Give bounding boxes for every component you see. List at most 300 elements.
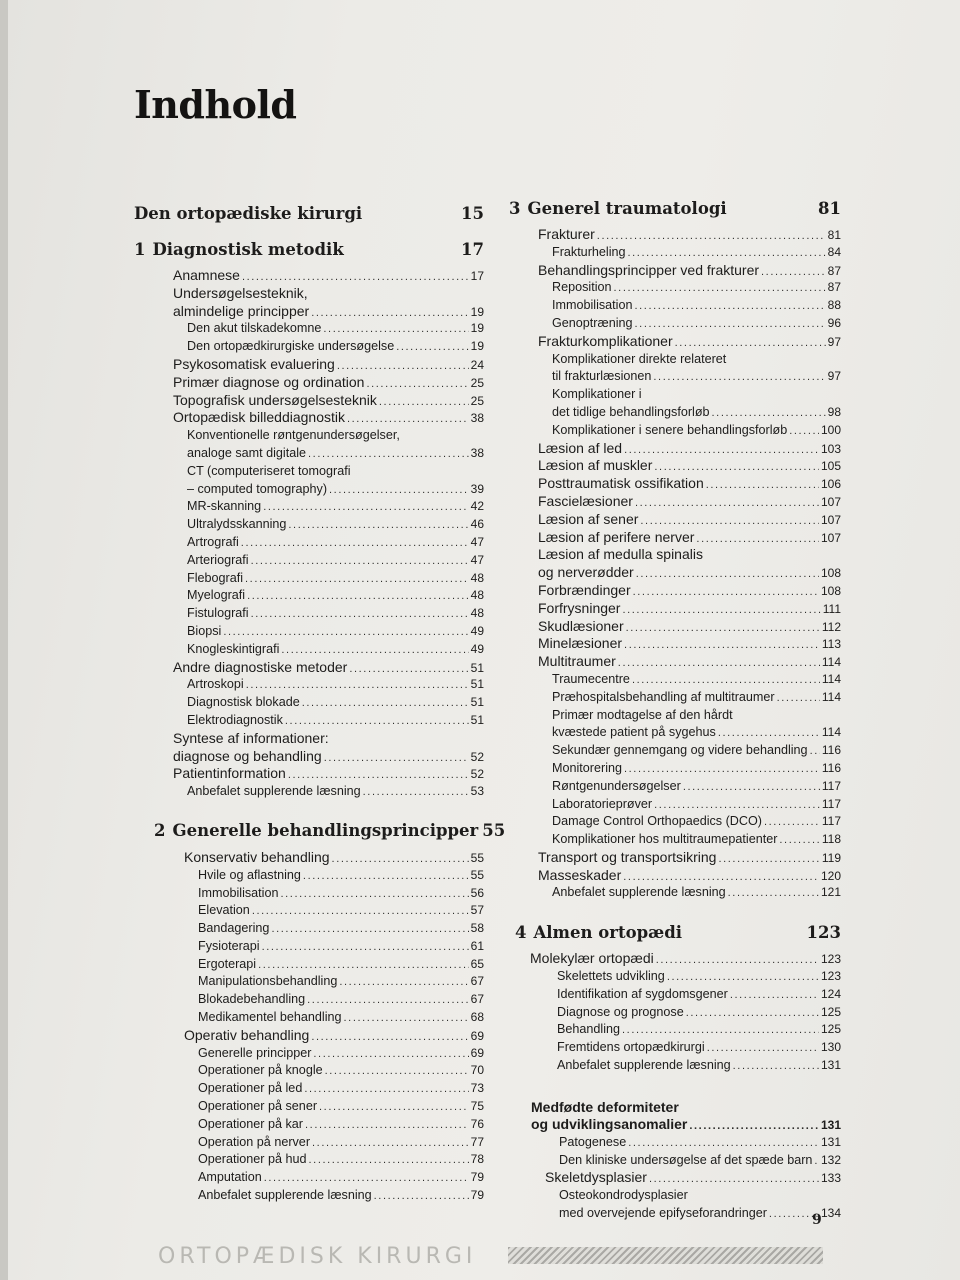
entry-title: Frakturheling <box>552 244 626 259</box>
dot-leader <box>653 369 825 387</box>
dot-leader <box>309 1152 469 1170</box>
toc-entry <box>501 404 841 422</box>
toc-entry <box>134 973 484 991</box>
dot-leader <box>628 1135 819 1153</box>
toc-entry <box>501 618 841 636</box>
toc-entry <box>134 516 484 534</box>
entry-title: almindelige principper <box>173 302 310 319</box>
entry-title: og udviklingsanomalier <box>531 1116 688 1133</box>
dot-leader <box>712 405 826 423</box>
dot-leader <box>777 690 820 708</box>
chapter-title <box>154 821 478 840</box>
dot-leader <box>632 672 820 690</box>
entry-title: Fistulografi <box>187 606 249 621</box>
toc-entry <box>501 333 841 351</box>
entry-title: Transport og transportsikring <box>538 848 717 865</box>
entry-title: Bandagering <box>198 921 270 936</box>
toc-entry <box>134 938 484 956</box>
dot-leader <box>789 423 819 441</box>
page-ref: 131 <box>820 1058 841 1073</box>
entry-title: Operation på nerver <box>198 1134 311 1149</box>
toc-entry <box>134 552 484 570</box>
toc-entry <box>134 445 484 463</box>
entry-title: Konventionelle røntgenundersøgelser, <box>187 428 400 443</box>
entry-title: Syntese af informationer: <box>173 729 329 746</box>
toc-entry <box>501 950 841 968</box>
toc-entry <box>134 427 484 445</box>
page-ref: 97 <box>827 334 841 349</box>
toc-chapter-heading <box>134 813 506 849</box>
page-ref: 108 <box>820 566 841 581</box>
page-ref: 48 <box>470 588 484 603</box>
toc-entry <box>501 351 841 369</box>
entry-title: Elevation <box>198 903 250 918</box>
toc-entry <box>501 867 841 885</box>
entry-title: Amputation <box>198 1170 262 1185</box>
entry-title: Den ortopædkirurgiske undersøgelse <box>187 339 395 354</box>
page-ref: 111 <box>822 601 841 616</box>
dot-leader <box>313 1046 468 1064</box>
entry-title: Behandlingsprincipper ved frakturer <box>538 261 760 278</box>
entry-title: Operationer på sener <box>198 1099 318 1114</box>
page-ref: 79 <box>470 1170 484 1185</box>
toc-entry <box>134 694 484 712</box>
entry-title: diagnose og behandling <box>173 747 322 764</box>
chapter-title-text: Generelle behandlingsprincipper <box>172 821 479 841</box>
toc-entry <box>501 297 841 315</box>
entry-title: Flebografi <box>187 570 244 585</box>
toc-entry <box>134 1151 484 1169</box>
toc-entry <box>134 587 484 605</box>
toc-entry <box>134 498 484 516</box>
entry-title: Komplikationer i senere behandlingsforløb <box>552 422 788 437</box>
toc-entry <box>134 374 484 392</box>
toc-entry <box>501 831 841 849</box>
dot-leader <box>667 969 819 987</box>
page-ref: 69 <box>470 1045 484 1060</box>
toc-entry <box>134 849 484 867</box>
dot-leader <box>344 1010 469 1028</box>
entry-title: Komplikationer direkte relateret <box>552 351 727 366</box>
entry-title: Behandling <box>557 1022 621 1037</box>
chapter-title-text: Generel traumatologi <box>527 198 727 218</box>
page-ref: 17 <box>461 239 484 259</box>
toc-column-left <box>134 195 506 1205</box>
toc-entry <box>501 493 841 511</box>
toc-entry <box>134 712 484 730</box>
dot-leader <box>374 1188 469 1206</box>
entry-title: Patogenese <box>559 1134 627 1149</box>
page-ref: 123 <box>806 922 841 942</box>
page-ref: 120 <box>820 868 841 883</box>
page-ref: 131 <box>820 1134 841 1149</box>
entry-title: Anbefalet supplerende læsning <box>198 1188 372 1203</box>
entry-title: Operationer på led <box>198 1081 303 1096</box>
page-ref: 75 <box>470 1099 484 1114</box>
toc-entry <box>501 279 841 297</box>
entry-title: Anbefalet supplerende læsning <box>187 784 361 799</box>
entry-title: Skudlæsioner <box>538 617 624 634</box>
entry-title: Fascielæsioner <box>538 492 633 509</box>
page-ref: 130 <box>820 1040 841 1055</box>
toc-entry <box>501 653 841 671</box>
page-ref: 51 <box>470 695 484 710</box>
dot-leader <box>728 885 819 903</box>
toc-entry <box>501 635 841 653</box>
page-ref: 117 <box>821 814 841 829</box>
page-ref: 52 <box>470 749 484 764</box>
toc-entry <box>134 463 484 481</box>
entry-title: Forbrændinger <box>538 581 631 598</box>
chapter-title-text: Almen ortopædi <box>533 922 683 942</box>
page-ref: 107 <box>820 494 841 509</box>
entry-title: analoge samt digitale <box>187 445 307 460</box>
dot-leader <box>251 606 469 624</box>
entry-title: MR-skanning <box>187 499 262 514</box>
entry-title: Fremtidens ortopædkirurgi <box>557 1040 705 1055</box>
page-ref: 73 <box>470 1081 484 1096</box>
entry-title: Elektrodiagnostik <box>187 712 283 727</box>
entry-title: Komplikationer hos multitraumepatienter <box>552 832 778 847</box>
page-ref: 61 <box>470 938 484 953</box>
dot-leader <box>241 535 469 553</box>
toc-entry <box>134 534 484 552</box>
dot-leader <box>622 1022 819 1040</box>
dot-leader <box>339 974 468 992</box>
dot-leader <box>247 588 469 606</box>
page-ref: 106 <box>820 477 841 492</box>
entry-title: Læsion af muskler <box>538 457 653 474</box>
page-ref: 38 <box>470 445 484 460</box>
toc-entry <box>501 968 841 986</box>
page-ref: 134 <box>820 1206 841 1221</box>
page-ref: 124 <box>820 986 841 1001</box>
toc-chapter-heading <box>134 231 484 267</box>
page-ref: 39 <box>470 481 484 496</box>
dot-leader <box>363 784 469 802</box>
toc-entry <box>134 195 484 231</box>
page-ref: 125 <box>820 1004 841 1019</box>
toc-entry <box>134 902 484 920</box>
toc-entry <box>501 1205 841 1223</box>
toc-entry <box>134 570 484 588</box>
entry-title: Operativ behandling <box>184 1026 310 1043</box>
page-ref: 55 <box>470 867 484 882</box>
toc-entry <box>501 564 841 582</box>
toc-entry <box>134 1009 484 1027</box>
page-ref: 69 <box>470 1028 484 1043</box>
entry-title: Frakturkomplikationer <box>538 332 673 349</box>
toc-entry <box>501 1099 841 1117</box>
dot-leader <box>223 624 468 642</box>
entry-title: Den ortopædiske kirurgi <box>134 203 363 223</box>
toc-entry <box>501 1134 841 1152</box>
entry-title: Fysioterapi <box>198 938 260 953</box>
dot-leader <box>312 1135 469 1153</box>
toc-entry <box>501 226 841 244</box>
toc-entry <box>501 315 841 333</box>
entry-title: Primær modtagelse af den hårdt <box>552 707 733 722</box>
entry-title: med overvejende epifyseforandringer <box>559 1206 767 1221</box>
toc-entry <box>134 730 484 748</box>
toc-entry <box>501 689 841 707</box>
entry-title: Minelæsioner <box>538 635 623 652</box>
toc-entry <box>501 386 841 404</box>
toc-entry <box>501 724 841 742</box>
dot-leader <box>304 1081 468 1099</box>
dot-leader <box>323 321 468 339</box>
entry-title: Komplikationer i <box>552 387 642 402</box>
entry-title: Artrografi <box>187 534 239 549</box>
page-ref: 53 <box>470 784 484 799</box>
dot-leader <box>285 713 469 731</box>
page-ref: 52 <box>470 767 484 782</box>
toc-chapter-heading <box>501 914 841 950</box>
entry-title: Konservativ behandling <box>184 848 330 865</box>
entry-title: Forfrysninger <box>538 599 621 616</box>
page-ref: 98 <box>827 404 841 419</box>
dot-leader <box>258 957 469 975</box>
page-ref: 70 <box>470 1063 484 1078</box>
entry-title: Operationer på kar <box>198 1116 304 1131</box>
page-ref: 77 <box>470 1134 484 1149</box>
page-ref: 84 <box>827 244 841 259</box>
toc-entry <box>134 338 484 356</box>
page-ref: 48 <box>470 570 484 585</box>
toc-column-right <box>501 190 841 1223</box>
entry-title: Manipulationsbehandling <box>198 974 338 989</box>
entry-title: Ergoterapi <box>198 956 257 971</box>
dot-leader <box>683 779 820 797</box>
toc-entry <box>134 409 484 427</box>
entry-title: Primær diagnose og ordination <box>173 373 365 390</box>
page-ref: 87 <box>827 280 841 295</box>
toc-entry <box>501 1057 841 1075</box>
toc-entry <box>134 267 484 285</box>
page-ref: 125 <box>820 1022 841 1037</box>
page-ref: 51 <box>470 712 484 727</box>
entry-title: Undersøgelsesteknik, <box>173 284 308 301</box>
page-ref: 81 <box>827 228 841 242</box>
entry-title: Myelografi <box>187 588 246 603</box>
toc-entry <box>501 582 841 600</box>
dot-leader <box>281 886 469 904</box>
toc-entry <box>501 986 841 1004</box>
dot-leader <box>302 695 469 713</box>
toc-entry <box>134 605 484 623</box>
toc-entry <box>501 849 841 867</box>
page-ref: 114 <box>821 725 841 740</box>
page-ref: 57 <box>470 903 484 918</box>
entry-title: Hvile og aflastning <box>198 867 301 882</box>
toc-entry <box>134 1027 484 1045</box>
dot-leader <box>252 903 469 921</box>
entry-title: Artroskopi <box>187 677 244 692</box>
dot-leader <box>271 921 468 939</box>
entry-title: Blokadebehandling <box>198 992 306 1007</box>
toc-entry <box>134 1062 484 1080</box>
footer-hatch-bar <box>508 1247 823 1264</box>
toc-entry <box>134 623 484 641</box>
dot-leader <box>319 1099 469 1117</box>
dot-leader <box>654 797 820 815</box>
toc-entry <box>134 991 484 1009</box>
page-ref: 131 <box>820 1118 841 1133</box>
page-ref: 56 <box>470 885 484 900</box>
toc-entry <box>501 1116 841 1134</box>
page-ref: 105 <box>820 459 841 474</box>
entry-title: – computed tomography) <box>187 481 328 496</box>
toc-entry <box>501 760 841 778</box>
entry-title: Medfødte deformiteter <box>531 1098 679 1115</box>
entry-title: Diagnostisk blokade <box>187 695 300 710</box>
entry-title: Sekundær gennemgang og videre behandling <box>552 743 808 758</box>
toc-entry <box>501 600 841 618</box>
entry-title: Traumecentre <box>552 671 630 686</box>
toc-entry <box>501 262 841 280</box>
page-ref: 47 <box>470 534 484 549</box>
dot-leader <box>245 571 469 589</box>
page-ref: 25 <box>470 393 484 408</box>
dot-leader <box>624 761 820 779</box>
page-ref: 58 <box>470 921 484 936</box>
dot-leader <box>779 832 819 850</box>
toc-entry <box>134 956 484 974</box>
page-ref: 118 <box>821 832 841 847</box>
dot-leader <box>325 1063 469 1081</box>
entry-title: Immobilisation <box>552 298 633 313</box>
dot-leader <box>308 446 469 464</box>
chapter-number: 1 <box>134 239 146 259</box>
entry-title: CT (computeriseret tomografi <box>187 463 351 478</box>
toc-entry <box>501 671 841 689</box>
page-ref: 68 <box>470 1010 484 1025</box>
running-footer: ORTOPÆDISK KIRURGI <box>158 1244 477 1269</box>
entry-title: Immobilisation <box>198 885 279 900</box>
page-ref: 121 <box>820 885 841 900</box>
page-ref: 78 <box>470 1152 484 1167</box>
toc-entry <box>501 440 841 458</box>
entry-title: og nerverødder <box>538 564 634 581</box>
page-ref: 113 <box>821 637 841 652</box>
entry-title: Frakturer <box>538 226 595 242</box>
entry-title: Laboratorieprøver <box>552 796 653 811</box>
page-ref: 65 <box>470 956 484 971</box>
toc-entry <box>501 244 841 262</box>
page-ref: 107 <box>820 512 841 527</box>
page-ref: 42 <box>470 499 484 514</box>
page-ref: 117 <box>821 778 841 793</box>
toc-entry <box>501 1004 841 1022</box>
toc-entry <box>134 1134 484 1152</box>
entry-title: Reposition <box>552 280 612 295</box>
toc-entry <box>501 475 841 493</box>
dot-leader <box>305 1117 469 1135</box>
dot-leader <box>264 1170 469 1188</box>
page-ref: 114 <box>821 655 841 670</box>
toc-entry <box>501 1039 841 1057</box>
chapter-number: 2 <box>154 821 166 841</box>
entry-title: Identifikation af sygdomsgener <box>557 986 728 1001</box>
toc-chapter-heading <box>501 190 841 226</box>
entry-title: Knogleskintigrafi <box>187 641 280 656</box>
page-number: 9 <box>812 1212 822 1228</box>
page-ref: 107 <box>820 530 841 545</box>
page-ref: 51 <box>470 677 484 692</box>
chapter-number: 3 <box>509 198 521 218</box>
dot-leader <box>814 1153 819 1171</box>
dot-leader <box>635 298 826 316</box>
entry-title: Multitraumer <box>538 653 616 670</box>
chapter-number: 4 <box>515 922 527 942</box>
entry-title: Præhospitalsbehandling af multitraumer <box>552 689 775 704</box>
page-ref: 51 <box>470 660 484 675</box>
dot-leader <box>628 245 826 263</box>
page-ref: 55 <box>470 850 484 865</box>
dot-leader <box>246 677 469 695</box>
dot-leader <box>730 987 819 1005</box>
chapter-title <box>509 199 727 218</box>
entry-title: Ortopædisk billeddiagnostik <box>173 409 345 426</box>
entry-title: Generelle principper <box>198 1045 312 1060</box>
toc-entry <box>134 783 484 801</box>
entry-title: det tidlige behandlingsforløb <box>552 404 710 419</box>
entry-title: Psykosomatisk evaluering <box>173 355 335 372</box>
page-ref: 49 <box>470 623 484 638</box>
page-ref: 19 <box>470 339 484 354</box>
page-ref: 79 <box>470 1188 484 1203</box>
entry-title: Operationer på knogle <box>198 1063 323 1078</box>
toc-entry <box>501 1169 841 1187</box>
page-ref: 116 <box>821 760 841 775</box>
toc-entry <box>134 1187 484 1205</box>
dot-leader <box>303 868 469 886</box>
entry-title: Arteriografi <box>187 552 249 567</box>
page-ref: 87 <box>827 263 841 278</box>
dot-leader <box>718 725 820 743</box>
dot-leader <box>281 642 468 660</box>
toc-entry <box>134 885 484 903</box>
entry-title: Biopsi <box>187 623 222 638</box>
dot-leader <box>686 1005 819 1023</box>
toc-entry <box>501 1021 841 1039</box>
page-ref: 112 <box>821 619 841 634</box>
page-ref: 108 <box>820 583 841 598</box>
toc-entry <box>134 748 484 766</box>
toc-entry <box>134 1045 484 1063</box>
page-ref: 48 <box>470 606 484 621</box>
page-ref: 103 <box>820 441 841 456</box>
toc-entry <box>134 285 484 303</box>
chapter-title <box>515 923 682 942</box>
entry-title: Topografisk undersøgelsesteknik <box>173 391 377 408</box>
page-ref: 114 <box>821 689 841 704</box>
dot-leader <box>288 517 468 535</box>
page-ref: 100 <box>820 422 841 437</box>
toc-entry <box>134 392 484 410</box>
page-ref: 46 <box>470 517 484 532</box>
dot-leader <box>263 499 468 517</box>
toc-entry <box>501 1187 841 1205</box>
entry-title: Osteokondrodysplasier <box>559 1188 688 1203</box>
toc-entry <box>501 707 841 725</box>
toc-entry <box>501 813 841 831</box>
page-ref: 15 <box>461 203 484 223</box>
toc-entry <box>134 920 484 938</box>
entry-title: Damage Control Orthopaedics (DCO) <box>552 814 762 829</box>
toc-entry <box>501 742 841 760</box>
page-ref: 114 <box>821 671 841 686</box>
